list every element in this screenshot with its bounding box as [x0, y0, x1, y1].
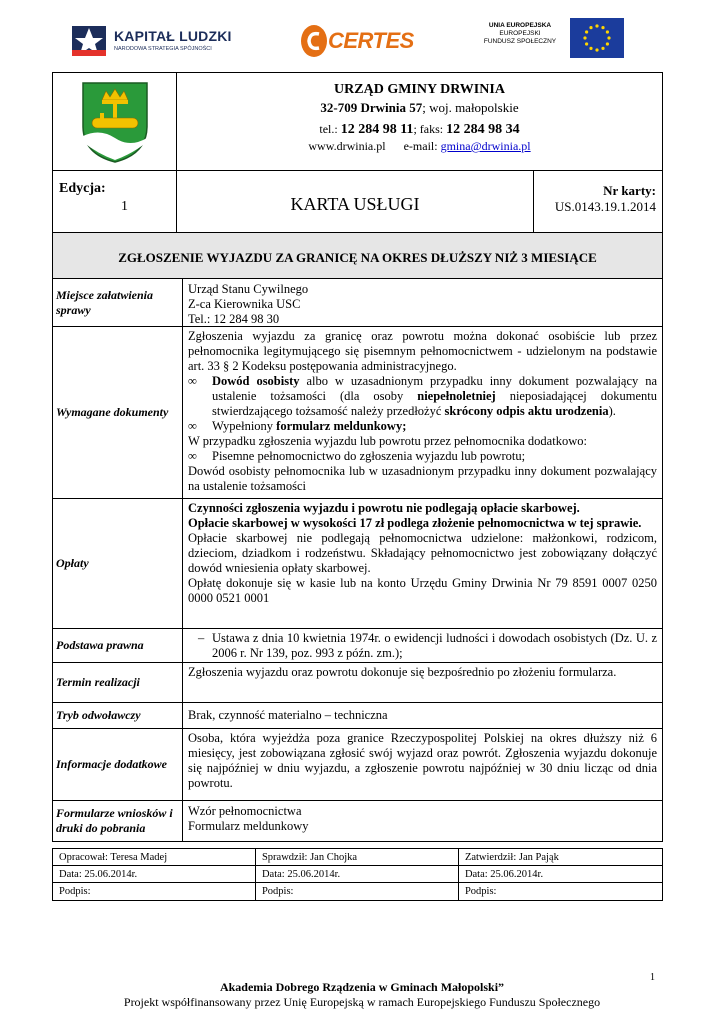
date-cell: Data: 25.06.2014r.: [464, 869, 544, 880]
row-content: Osoba, która wyjeżdża poza granice Rzeczypospolitej Polskiej na okres dłuższy niż 6 miesięcy, jest zobowiązana zgłosić swój wyjazd oraz powrót. Zgłoszenia wyjazdu dokonuje się najpóźniej w dniu wyjazdu, a zgłoszenie powrotu najpóźniej w 30 dniu licząc od dnia powrotu.: [188, 731, 657, 790]
fax-number: 12 284 98 34: [446, 122, 520, 137]
table-row: [53, 883, 662, 900]
card-number-label: Nr karty:: [603, 183, 656, 198]
list-item: [188, 631, 657, 661]
eu-flag-icon: [570, 18, 624, 58]
header-row: [53, 73, 662, 171]
row-content: Brak, czynność materialno – techniczna: [188, 708, 388, 722]
service-title: ZGŁOSZENIE WYJAZDU ZA GRANICĘ NA OKRES DŁUŻSZY NIŻ 3 MIESIĄCE: [53, 233, 662, 279]
content-intro: Zgłoszenia wyjazdu za granicę oraz powrotu można dokonać osobiście lub przez pełnomocnika legitymującego się pisemnym pełnomocnictwem - udzielonym na podstawie art. 33 § 2 Kodeksu postępowania administracyjnego.: [188, 329, 657, 373]
tel-label: tel.:: [319, 122, 341, 136]
row-termin: [53, 663, 662, 703]
office-name: URZĄD GMINY DRWINIA: [334, 82, 505, 97]
row-dokumenty: [53, 327, 662, 499]
kapital-ludzki-star-icon: [70, 20, 108, 60]
edition-row: [53, 171, 662, 233]
office-info: [177, 73, 662, 170]
date-cell: Data: 25.06.2014r.: [256, 866, 459, 882]
tel-number: 12 284 98 11: [340, 122, 414, 137]
checked-by: Sprawdził: Jan Chojka: [256, 849, 459, 865]
date-cell: Data: 25.06.2014r.: [53, 866, 256, 882]
form-link[interactable]: Formularz meldunkowy: [188, 819, 309, 833]
row-label: Opłaty: [53, 499, 183, 628]
content-line: Z-ca Kierownika USC: [188, 297, 301, 311]
edition-cell: [53, 171, 177, 232]
form-link[interactable]: Wzór pełnomocnictwa: [188, 804, 302, 818]
table-row: [53, 849, 662, 866]
bold-text: Dowód osobisty: [212, 374, 300, 388]
text: Opłatę dokonuje się w kasie lub na konto Urzędu Gminy Drwinia Nr 79 8591 0007 0250 0000 0521 0001: [188, 576, 657, 605]
approved-by: Zatwierdził: Jan Pająk: [464, 852, 559, 863]
row-content: [183, 327, 662, 498]
row-podstawa: [53, 629, 662, 663]
address-rest: ; woj. małopolskie: [422, 100, 519, 115]
signature-cell: Podpis:: [464, 886, 497, 897]
footer: [0, 980, 724, 1010]
footer-line-2: Projekt współfinansowany przez Unię Europejską w ramach Europejskiego Funduszu Społecznego: [123, 995, 601, 1009]
row-label: Formularze wniosków i druki do pobrania: [53, 801, 183, 841]
content-line: Urząd Stanu Cywilnego: [188, 282, 309, 296]
row-label: Tryb odwoławczy: [53, 703, 183, 728]
row-oplaty: [53, 499, 662, 629]
footer-line-1: Akademia Dobrego Rządzenia w Gminach Małopolski”: [219, 980, 505, 994]
eu-text: [474, 22, 566, 46]
eu-line-2: EUROPEJSKI: [499, 30, 541, 37]
card-title: KARTA USŁUGI: [177, 171, 534, 232]
signature-cell: Podpis:: [53, 883, 256, 900]
row-miejsce: [53, 279, 662, 327]
dash-icon: –: [198, 631, 205, 645]
bold-text: formularz meldunkowy;: [276, 419, 407, 433]
coat-of-arms-icon: [80, 80, 150, 164]
row-label: Miejsce załatwienia sprawy: [53, 279, 183, 326]
row-content: [183, 499, 662, 628]
service-card: [52, 72, 663, 842]
bullet-icon: ∞: [188, 449, 197, 463]
website-link[interactable]: www.drwinia.pl: [308, 139, 386, 153]
content-line: Tel.: 12 284 98 30: [188, 312, 280, 326]
bullet-icon: ∞: [188, 374, 197, 388]
row-content: [183, 629, 662, 662]
row-content: Zgłoszenia wyjazdu oraz powrotu dokonuje się bezpośrednio po złożeniu formularza.: [188, 665, 617, 679]
kapital-ludzki-subtitle: NARODOWA STRATEGIA SPÓJNOŚCI: [114, 46, 212, 52]
row-tryb: [53, 703, 662, 729]
text: ).: [608, 404, 616, 418]
kapital-ludzki-title: KAPITAŁ LUDZKI: [114, 28, 232, 44]
edition-label: Edycja:: [59, 181, 106, 196]
row-content: [183, 801, 662, 841]
row-label: Podstawa prawna: [53, 629, 183, 662]
text: Pisemne pełnomocnictwo do zgłoszenia wyjazdu lub powrotu;: [212, 449, 526, 463]
kapital-ludzki-logo: [70, 18, 232, 64]
text: Ustawa z dnia 10 kwietnia 1974r. o ewidencji ludności i dowodach osobistych (Dz. U. z 2006 r. Nr 139, poz. 993 z późn. zm.);: [212, 631, 657, 660]
office-contact: [177, 121, 662, 155]
closing-text: Dowód osobisty pełnomocnika lub w uzasadnionym przypadku inny dokument pozwalający na ustalenie tożsamości: [188, 464, 657, 493]
row-label: Termin realizacji: [53, 663, 183, 702]
bold-text: Czynności zgłoszenia wyjazdu i powrotu nie podlegają opłacie skarbowej.: [188, 501, 580, 515]
office-address: [177, 99, 662, 117]
card-number-value: US.0143.19.1.2014: [554, 199, 656, 214]
eu-line-1: UNIA EUROPEJSKA: [488, 22, 552, 29]
row-formularze: [53, 801, 662, 841]
edition-value: 1: [121, 199, 128, 214]
certes-c-icon: [300, 24, 328, 58]
email-label: e-mail:: [403, 139, 441, 153]
row-label: Informacje dodatkowe: [53, 729, 183, 800]
prepared-by: Opracował: Teresa Madej: [53, 849, 256, 865]
signature-cell: Podpis:: [256, 883, 459, 900]
bullet-icon: ∞: [188, 419, 197, 433]
signatures-table: [52, 848, 663, 901]
logo-bar: [0, 10, 724, 70]
certes-text: CERTES: [328, 28, 414, 53]
text: Opłacie skarbowej nie podlegają pełnomocnictwa udzielone: małżonkowi, rodzicom, dzieciom, dziadkom i rodzeństwu. Składający pełnomocnictwo jest zobowiązany dołączyć dowód wniesienia opłaty skarbowej.: [188, 531, 657, 575]
list-item: [188, 419, 657, 434]
list-item: [188, 374, 657, 419]
eu-logo: [474, 12, 634, 70]
text: Wypełniony: [212, 419, 277, 433]
proxy-intro: W przypadku zgłoszenia wyjazdu lub powrotu przez pełnomocnika dodatkowo:: [188, 434, 587, 448]
fax-label: ; faks:: [413, 122, 447, 136]
bold-text: skrócony odpis aktu urodzenia: [444, 404, 609, 418]
certes-logo: [300, 24, 414, 60]
address-bold: 32-709 Drwinia 57: [320, 100, 423, 115]
eu-line-3: FUNDUSZ SPOŁECZNY: [483, 38, 557, 45]
table-row: [53, 866, 662, 883]
row-informacje: [53, 729, 662, 801]
email-link[interactable]: gmina@drwinia.pl: [440, 139, 531, 153]
text: nieposiadającej dokumentu stwierdzającego tożsamość należy przedłożyć: [212, 389, 657, 418]
text: albo w uzasadnionym przypadku inny dokument pozwalający na ustalenie tożsamości (dla osoby: [212, 374, 657, 403]
crest-cell: [53, 73, 177, 170]
list-item: [188, 449, 657, 464]
bold-text: niepełnoletniej: [417, 389, 496, 403]
row-content: [183, 279, 662, 326]
page-number: 1: [650, 972, 655, 983]
row-label: Wymagane dokumenty: [53, 327, 183, 498]
card-number-cell: [534, 171, 662, 232]
bold-text: Opłacie skarbowej w wysokości 17 zł podlega złożenie pełnomocnictwa w tej sprawie.: [188, 516, 642, 530]
